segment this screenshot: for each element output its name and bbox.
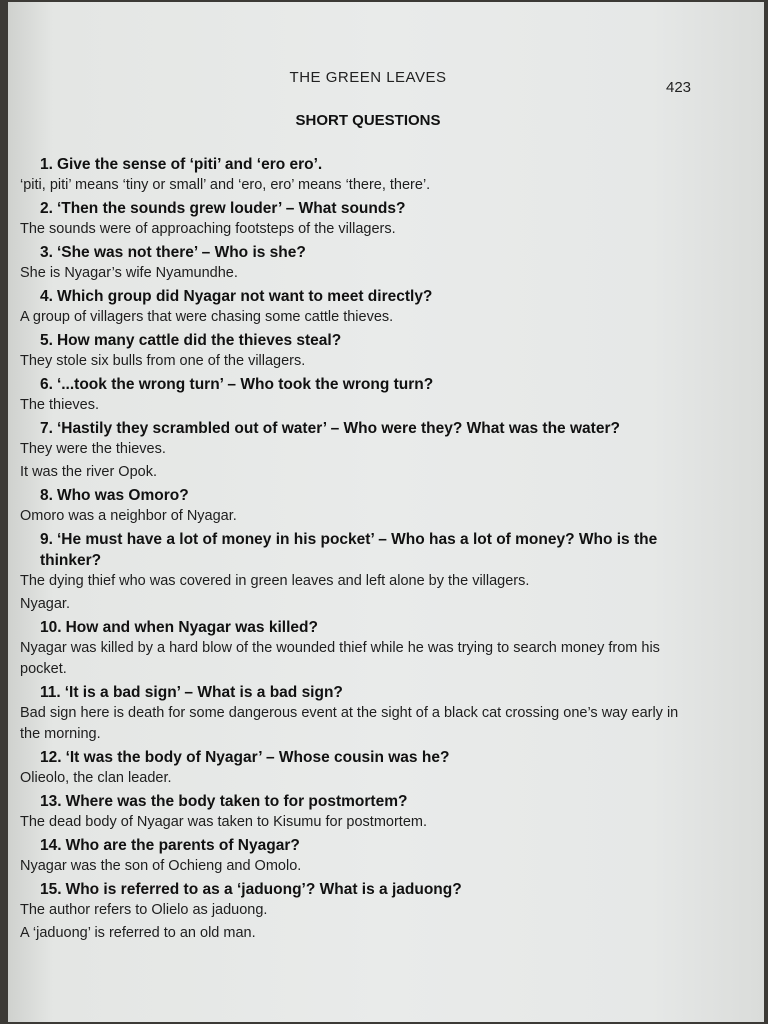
- qa-item: [20, 682, 700, 745]
- qa-item: [20, 879, 700, 944]
- qa-item: [20, 791, 700, 833]
- question: [20, 374, 700, 395]
- question: [20, 879, 700, 900]
- answer-text: Nyagar was the son of Ochieng and Omolo.: [20, 858, 302, 874]
- question-number: 11.: [40, 684, 61, 701]
- question: [20, 485, 700, 506]
- question-text: Which group did Nyagar not want to meet directly?: [56, 288, 433, 305]
- answer-text: The dead body of Nyagar was taken to Kisumu for postmortem.: [20, 814, 428, 830]
- answer-text: The dying thief who was covered in green leaves and left alone by the villagers.: [20, 573, 530, 589]
- answer-text: A ‘jaduong’ is referred to an old man.: [20, 925, 256, 941]
- page-number: 423: [666, 79, 692, 96]
- question-number: 4.: [40, 288, 53, 305]
- question-number: 13.: [40, 793, 62, 810]
- qa-item: [20, 529, 700, 615]
- question-text: ‘...took the wrong turn’ – Who took the wrong turn?: [56, 376, 434, 393]
- answer-text: The thieves.: [20, 397, 99, 413]
- question: [20, 154, 700, 175]
- question-text: Give the sense of ‘piti’ and ‘ero ero’.: [56, 156, 323, 173]
- qa-item: [20, 154, 700, 196]
- question-text: How and when Nyagar was killed?: [65, 619, 318, 636]
- book-page: [8, 2, 764, 1022]
- question-text: ‘It was the body of Nyagar’ – Whose cousin was he?: [65, 749, 450, 766]
- answer-text: They were the thieves.: [20, 441, 166, 457]
- question: [20, 330, 700, 351]
- question: [20, 529, 700, 571]
- qa-item: [20, 286, 700, 328]
- question-number: 1.: [40, 156, 53, 173]
- question: [20, 418, 700, 439]
- qa-item: [20, 198, 700, 240]
- answer-text: The sounds were of approaching footsteps of the villagers.: [20, 221, 396, 237]
- qa-item: [20, 835, 700, 877]
- question-text: How many cattle did the thieves steal?: [56, 332, 342, 349]
- question-number: 7.: [40, 420, 53, 437]
- answer-text: They stole six bulls from one of the villagers.: [20, 353, 306, 369]
- question: [20, 747, 700, 768]
- question-answer-list: [20, 154, 700, 946]
- answer-text: She is Nyagar’s wife Nyamundhe.: [20, 265, 238, 281]
- running-head-title: THE GREEN LEAVES: [289, 69, 447, 86]
- qa-item: [20, 485, 700, 527]
- question-text: ‘He must have a lot of money in his pocket’ – Who has a lot of money? Who is the thinker?: [40, 531, 658, 569]
- question-number: 9.: [40, 531, 53, 548]
- qa-item: [20, 330, 700, 372]
- qa-item: [20, 374, 700, 416]
- question: [20, 617, 700, 638]
- question-number: 14.: [40, 837, 62, 854]
- question: [20, 242, 700, 263]
- question: [20, 835, 700, 856]
- question-number: 15.: [40, 881, 62, 898]
- question-text: ‘She was not there’ – Who is she?: [56, 244, 306, 261]
- answer-text: Bad sign here is death for some dangerous event at the sight of a black cat crossing one’s way early in the morning.: [20, 705, 679, 742]
- answer-text: The author refers to Olielo as jaduong.: [20, 902, 268, 918]
- question: [20, 791, 700, 812]
- qa-item: [20, 747, 700, 789]
- qa-item: [20, 418, 700, 483]
- question-text: Where was the body taken to for postmortem?: [65, 793, 408, 810]
- question-text: ‘Hastily they scrambled out of water’ – Who were they? What was the water?: [56, 420, 620, 437]
- question-number: 3.: [40, 244, 53, 261]
- question: [20, 198, 700, 219]
- answer-text: A group of villagers that were chasing some cattle thieves.: [20, 309, 394, 325]
- question-text: Who are the parents of Nyagar?: [65, 837, 300, 854]
- question-number: 5.: [40, 332, 53, 349]
- answer-text: ‘piti, piti’ means ‘tiny or small’ and ‘ero, ero’ means ‘there, there’.: [20, 177, 431, 193]
- question-text: Who is referred to as a ‘jaduong’? What is a jaduong?: [65, 881, 462, 898]
- qa-item: [20, 617, 700, 680]
- question-number: 6.: [40, 376, 53, 393]
- answer-text: Olieolo, the clan leader.: [20, 770, 172, 786]
- question-text: ‘It is a bad sign’ – What is a bad sign?: [64, 684, 343, 701]
- question-number: 10.: [40, 619, 62, 636]
- qa-item: [20, 242, 700, 284]
- question-number: 2.: [40, 200, 53, 217]
- question-number: 12.: [40, 749, 62, 766]
- answer-text: Nyagar.: [20, 596, 70, 612]
- answer-text: Nyagar was killed by a hard blow of the wounded thief while he was trying to search money from his pocket.: [20, 640, 660, 677]
- question-number: 8.: [40, 487, 53, 504]
- answer-text: Omoro was a neighbor of Nyagar.: [20, 508, 237, 524]
- section-title: SHORT QUESTIONS: [295, 112, 441, 129]
- question: [20, 286, 700, 307]
- answer-text: It was the river Opok.: [20, 464, 157, 480]
- question-text: ‘Then the sounds grew louder’ – What sounds?: [56, 200, 406, 217]
- question: [20, 682, 700, 703]
- question-text: Who was Omoro?: [56, 487, 189, 504]
